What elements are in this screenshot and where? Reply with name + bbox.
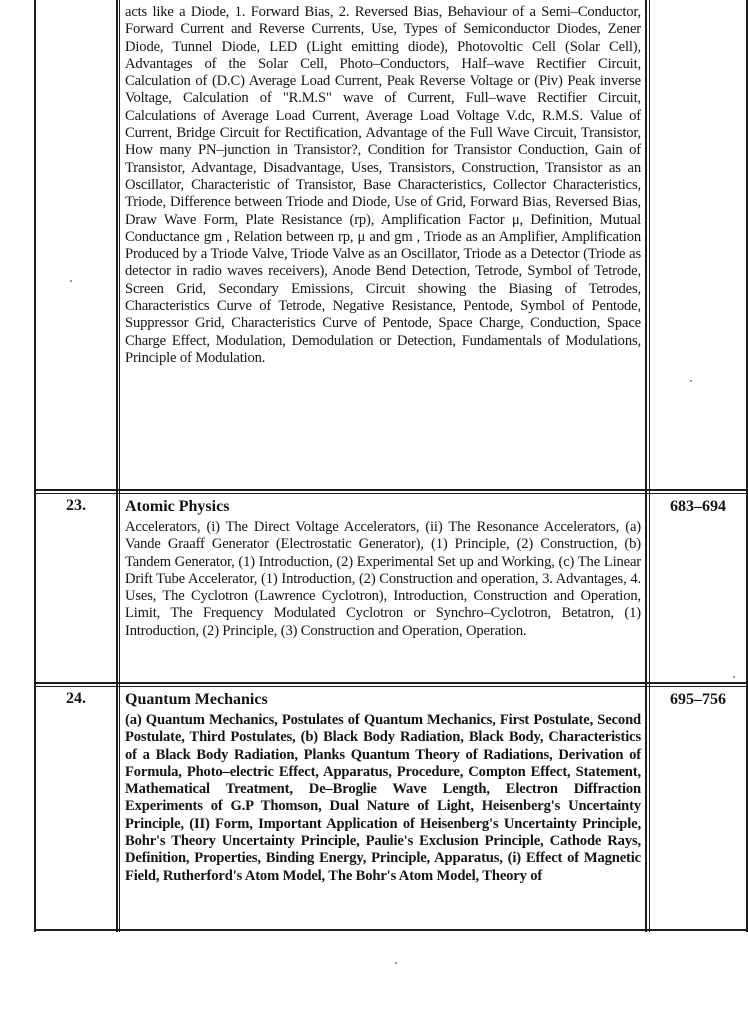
page-range-23: 683–694 xyxy=(670,498,726,515)
table-rule-number-column xyxy=(116,0,118,932)
topic-description: Accelerators, (i) The Direct Voltage Accelerators, (ii) The Resonance Accelerators, (a) Vande Graaff Generator (Electrostatic Generator), (1) Principle, (2) Construction, (b) Tandem Generator, (1) Introduction, (2) Experimental Set up and Working, (c) The Linear Drift Tube Accelerator, (1) Introduction, (2) Construction and operation, 3. Advantages, 4. Uses, The Cyclotron (Lawrence Cyclotron), Introduction, Construction and Operation, Limit, The Frequency Modulated Cyclotron or Synchro–Cyclotron, Betatron, (1) Introduction, (2) Principle, (3) Construction and Operation, Operation. xyxy=(125,519,641,639)
row-divider-23 xyxy=(34,489,748,491)
table-row-electronics-continued xyxy=(125,4,641,367)
chapter-number-23: 23. xyxy=(66,497,86,514)
topic-description: acts like a Diode, 1. Forward Bias, 2. Reversed Bias, Behaviour of a Semi–Conductor, Forward Current and Reverse Currents, Use, Types of Semiconductor Diodes, Zener Diode, Tunnel Diode, LED (Light emitting diode), Photovoltic Cell (Solar Cell), Advantages of the Solar Cell, Photo–Conductors, Half–wave Rectifier Circuit, Calculation of (D.C) Average Load Current, Peak Reverse Voltage or (Piv) Peak inverse Voltage, Calculation of "R.M.S" wave of Current, Full–wave Rectifier Circuit, Calculations of Average Load Current, Average Load Voltage V.dc, R.M.S. Value of Current, Bridge Circuit for Rectification, Advantage of the Full Wave Circuit, Transistor, How many PN–junction in Transistor?, Condition for Transistor Conduction, Gain of Transistor, Advantage, Disadvantage, Uses, Transistors, Construction, Transistor as an Oscillator, Characteristic of Transistor, Base Characteristics, Collector Characteristics, Triode, Difference between Triode and Diode, Use of Grid, Forward Bias, Reversed Bias, Draw Wave Form, Plate Resistance (rp), Amplification Factor μ, Definition, Mutual Conductance gm , Relation between rp, μ and gm , Triode as an Amplifier, Amplification Produced by a Triode Valve, Triode Valve as an Oscillator, Triode as a Detector (Triode as detector in radio waves receivers), Anode Bend Detection, Tetrode, Symbol of Tetrode, Screen Grid, Secondary Emissions, Circuit showing the Biasing of Tetrodes, Characteristics Curve of Tetrode, Negative Resistance, Pentode, Symbol of Pentode, Suppressor Grid, Characteristics Curve of Pentode, Space Charge, Conduction, Space Charge Effect, Modulation, Demodulation or Detection, Fundamentals of Modulations, Principle of Modulation. xyxy=(125,4,641,366)
table-rule-pages-column-inner xyxy=(649,0,650,932)
scan-speck xyxy=(395,962,397,964)
chapter-title-atomic-physics: Atomic Physics xyxy=(125,498,230,515)
chapter-number-24: 24. xyxy=(66,690,86,707)
page-range-24: 695–756 xyxy=(670,691,726,708)
scan-speck xyxy=(690,380,692,382)
scan-speck xyxy=(70,280,72,282)
table-rule-left xyxy=(34,0,36,932)
scan-speck xyxy=(733,676,735,678)
row-divider-23-inner xyxy=(34,493,748,494)
table-rule-number-column-inner xyxy=(119,0,120,932)
chapter-title-quantum-mechanics: Quantum Mechanics xyxy=(125,691,268,708)
table-row-atomic-physics xyxy=(125,497,641,640)
table-rule-pages-column xyxy=(645,0,647,932)
topic-description: (a) Quantum Mechanics, Postulates of Quantum Mechanics, First Postulate, Second Postulate, Third Postulates, (b) Black Body Radiation, Black Body, Characteristics of a Black Body Radiation, Planks Quantum Theory of Radiations, Derivation of Formula, Photo–electric Effect, Apparatus, Procedure, Compton Effect, Statement, Mathematical Treatment, De–Broglie Wave Length, Electron Diffraction Experiments of G.P Thomson, Dual Nature of Light, Heisenberg's Uncertainty Principle, (II) Form, Important Application of Heisenberg's Uncertainty Principle, Bohr's Theory Uncertainty Principle, Paulie's Exclusion Principle, Cathode Rays, Definition, Properties, Binding Energy, Principle, Apparatus, (i) Effect of Magnetic Field, Rutherford's Atom Model, The Bohr's Atom Model, Theory of xyxy=(125,712,641,884)
row-divider-24-inner xyxy=(34,686,748,687)
table-row-quantum-mechanics xyxy=(125,690,641,885)
table-rule-bottom xyxy=(34,929,748,931)
row-divider-24 xyxy=(34,682,748,684)
